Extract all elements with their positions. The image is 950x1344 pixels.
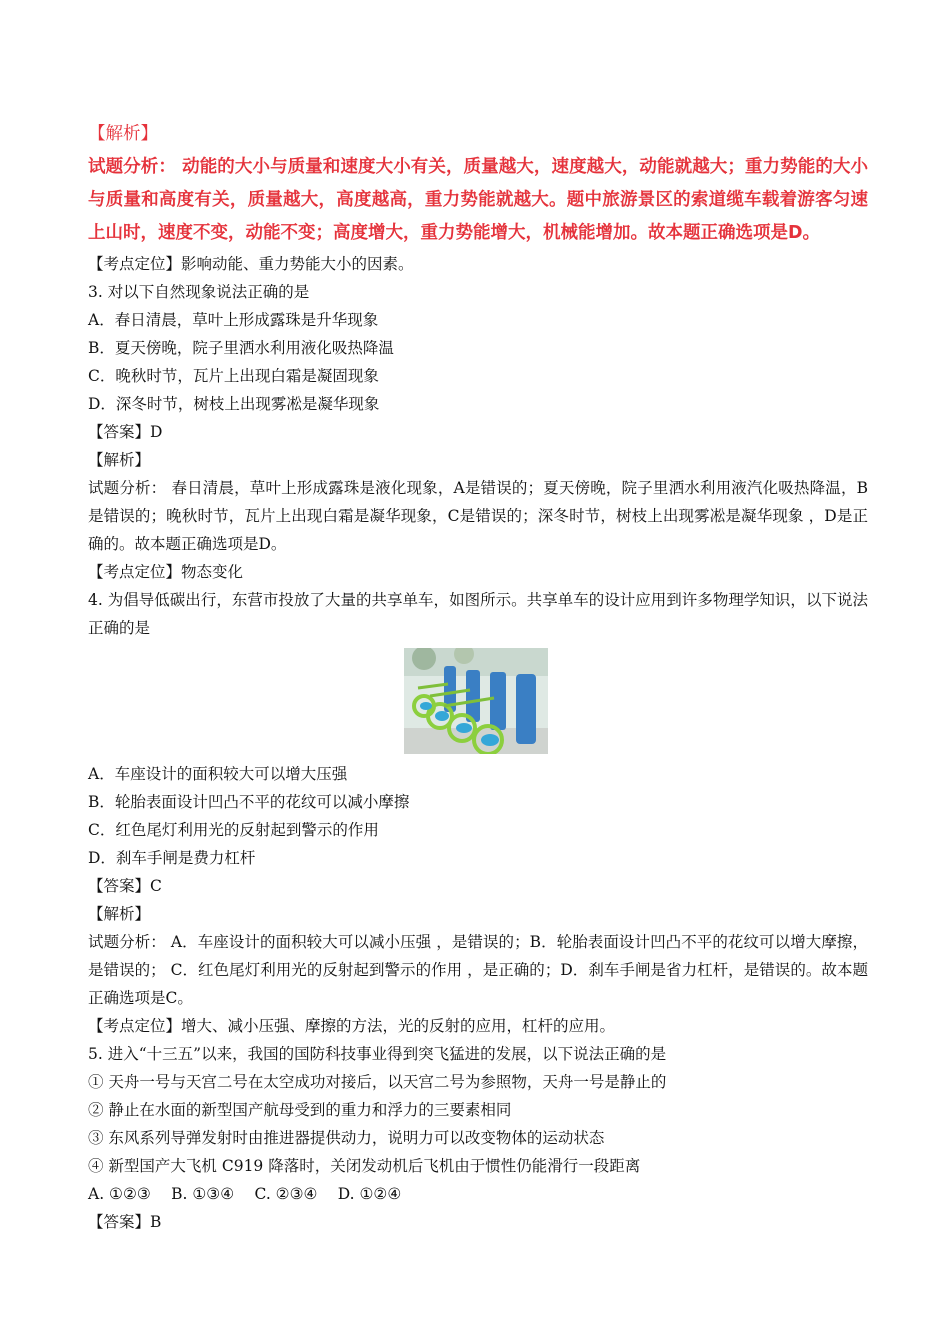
q4-jiexi-text: 试题分析： A．车座设计的面积较大可以减小压强 ，是错误的；B．轮胎表面设计凹凸不平的花纹可以增大摩擦，是错误的； C．红色尾灯利用光的反射起到警示的作用 ，是正确的；D．刹车手闸是省力杠杆，是错误的。故本题正确选项是C。 [88, 933, 868, 1007]
document-page [88, 118, 868, 1236]
shared-bicycles-photo-icon [404, 648, 548, 754]
analysis-text: 试题分析： 动能的大小与质量和速度大小有关，质量越大，速度越大，动能就越大；重力势能的大小与质量和高度有关，质量越大，高度越高，重力势能就越大。题中旅游景区的索道缆车载着游客匀速上山时，速度不变，动能不变；高度增大，重力势能增大，机械能增加。故本题正确选项是D。 [88, 157, 868, 243]
q4-option-a: A．车座设计的面积较大可以增大压强 [88, 765, 348, 783]
q5-statement-3: ③ 东风系列导弹发射时由推进器提供动力，说明力可以改变物体的运动状态 [88, 1129, 605, 1147]
q5-statement-1: ① 天舟一号与天宫二号在太空成功对接后，以天宫二号为参照物，天舟一号是静止的 [88, 1073, 667, 1091]
q4-kaodian: 【考点定位】增大、减小压强、摩擦的方法，光的反射的应用，杠杆的应用。 [88, 1017, 616, 1035]
q2-kaodian: 【考点定位】影响动能、重力势能大小的因素。 [88, 255, 414, 273]
q3-jiexi-text: 试题分析： 春日清晨，草叶上形成露珠是液化现象，A是错误的；夏天傍晚，院子里洒水利用液汽化吸热降温，B是错误的；晚秋时节，瓦片上出现白霜是凝华现象，C是错误的；深冬时节，树枝上出现雾凇是凝华现象 ，D是正确的。故本题正确选项是D。 [88, 479, 868, 553]
q3-option-b: B．夏天傍晚，院子里洒水利用液化吸热降温 [88, 339, 394, 357]
analysis-heading: 【解析】 [88, 124, 158, 144]
q3-option-c: C．晚秋时节，瓦片上出现白霜是凝固现象 [88, 367, 379, 385]
q4-option-d: D．刹车手闸是费力杠杆 [88, 849, 256, 867]
q3-option-d: D．深冬时节，树枝上出现雾凇是凝华现象 [88, 395, 380, 413]
q3-kaodian: 【考点定位】物态变化 [88, 563, 244, 581]
q4-answer: 【答案】C [88, 877, 162, 895]
q5-choices: A. ①②③ B. ①③④ C. ②③④ D. ①②④ [88, 1185, 402, 1203]
analysis-block-red [88, 118, 868, 250]
q3-option-a: A．春日清晨，草叶上形成露珠是升华现象 [88, 311, 379, 329]
q3-stem: 3. 对以下自然现象说法正确的是 [88, 283, 310, 301]
q4-option-c: C．红色尾灯利用光的反射起到警示的作用 [88, 821, 379, 839]
q4-jiexi-heading: 【解析】 [88, 905, 151, 923]
q3-jiexi-heading: 【解析】 [88, 451, 151, 469]
q5-statement-4: ④ 新型国产大飞机 C919 降落时，关闭发动机后飞机由于惯性仍能滑行一段距离 [88, 1157, 641, 1175]
q3-answer: 【答案】D [88, 423, 163, 441]
q5-statement-2: ② 静止在水面的新型国产航母受到的重力和浮力的三要素相同 [88, 1101, 512, 1119]
q5-answer: 【答案】B [88, 1213, 162, 1231]
q4-option-b: B．轮胎表面设计凹凸不平的花纹可以减小摩擦 [88, 793, 410, 811]
q5-stem: 5. 进入“十三五”以来，我国的国防科技事业得到突飞猛进的发展，以下说法正确的是 [88, 1045, 667, 1063]
q4-stem: 4. 为倡导低碳出行，东营市投放了大量的共享单车，如图所示。共享单车的设计应用到许多物理学知识，以下说法正确的是 [88, 591, 868, 637]
